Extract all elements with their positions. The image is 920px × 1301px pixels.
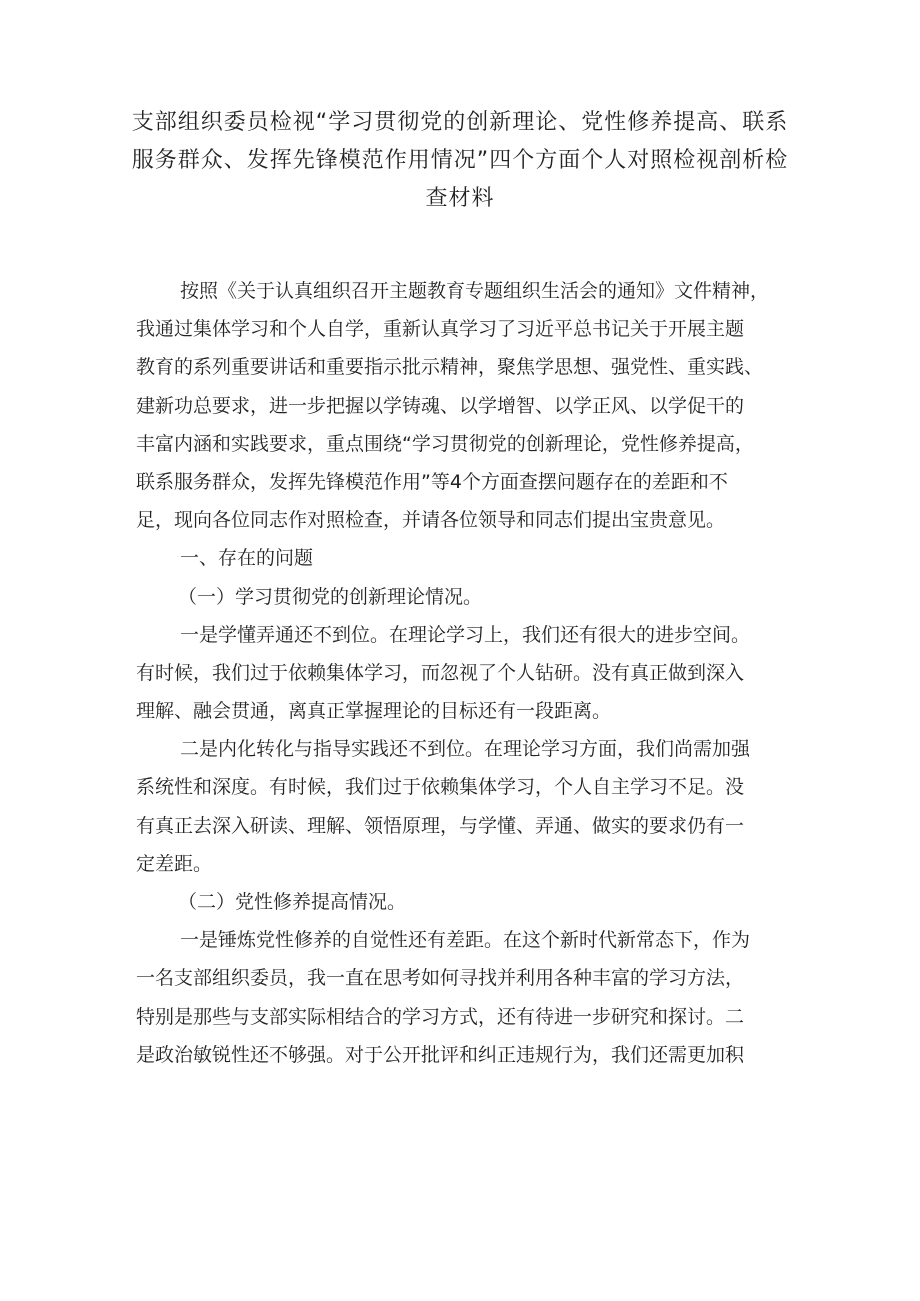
paragraph-line: 丰富内涵和实践要求，重点围绕“学习贯彻党的创新理论，党性修养提高，: [136, 432, 754, 455]
paragraph-line: 特别是那些与支部实际相结合的学习方式，还有待进一步研究和探讨。二: [136, 1005, 745, 1028]
paragraph-line: 足，现向各位同志作对照检查，并请各位领导和同志们提出宝贵意见。: [136, 509, 726, 532]
paragraph-line: 一是学懂弄通还不到位。在理论学习上，我们还有很大的进步空间。: [180, 623, 751, 646]
paragraph-line: 建新功总要求，进一步把握以学铸魂、以学增智、以学正风、以学促干的: [136, 394, 745, 417]
subsection-heading: （二）党性修养提高情况。: [178, 891, 407, 913]
title-line: 支部组织委员检视“学习贯彻党的创新理论、党性修养提高、联系: [131, 110, 789, 135]
paragraph-line: 我通过集体学习和个人自学，重新认真学习了习近平总书记关于开展主题: [136, 318, 745, 341]
paragraph-line: 是政治敏锐性还不够强。对于公开批评和纠正违规行为，我们还需更加积: [136, 1043, 745, 1066]
subsection-heading: （一）学习贯彻党的创新理论情况。: [178, 585, 483, 608]
document-body: [136, 272, 796, 1074]
paragraph-line: 有时候，我们过于依赖集体学习，而忽视了个人钻研。没有真正做到深入: [136, 661, 745, 684]
paragraph-line: 定差距。: [136, 852, 213, 875]
paragraph-line: 系统性和深度。有时候，我们过于依赖集体学习，个人自主学习不足。没: [136, 776, 745, 799]
paragraph-line: 二是内化转化与指导实践还不到位。在理论学习方面，我们尚需加强: [180, 738, 751, 761]
title-line: 查材料: [425, 186, 495, 211]
paragraph-line: 按照《关于认真组织召开主题教育专题组织生活会的通知》文件精神，: [180, 280, 770, 302]
paragraph-line: 理解、融会贯通，离真正掌握理论的目标还有一段距离。: [136, 700, 612, 723]
paragraph-line: 联系服务群众，发挥先锋模范作用”等4个方面查摆问题存在的差距和不: [136, 470, 728, 493]
document-title: [120, 104, 800, 218]
section-heading: 一、存在的问题: [180, 547, 314, 570]
paragraph-line: 有真正去深入研读、理解、领悟原理，与学懂、弄通、做实的要求仍有一: [136, 814, 745, 837]
paragraph-line: 一是锤炼党性修养的自觉性还有差距。在这个新时代新常态下，作为: [180, 929, 751, 952]
paragraph-line: 一名支部组织委员，我一直在思考如何寻找并利用各种丰富的学习方法，: [136, 967, 745, 990]
title-line: 服务群众、发挥先锋模范作用情况”四个方面个人对照检视剖析检: [131, 148, 789, 173]
paragraph-line: 教育的系列重要讲话和重要指示批示精神，聚焦学思想、强党性、重实践、: [136, 356, 764, 379]
